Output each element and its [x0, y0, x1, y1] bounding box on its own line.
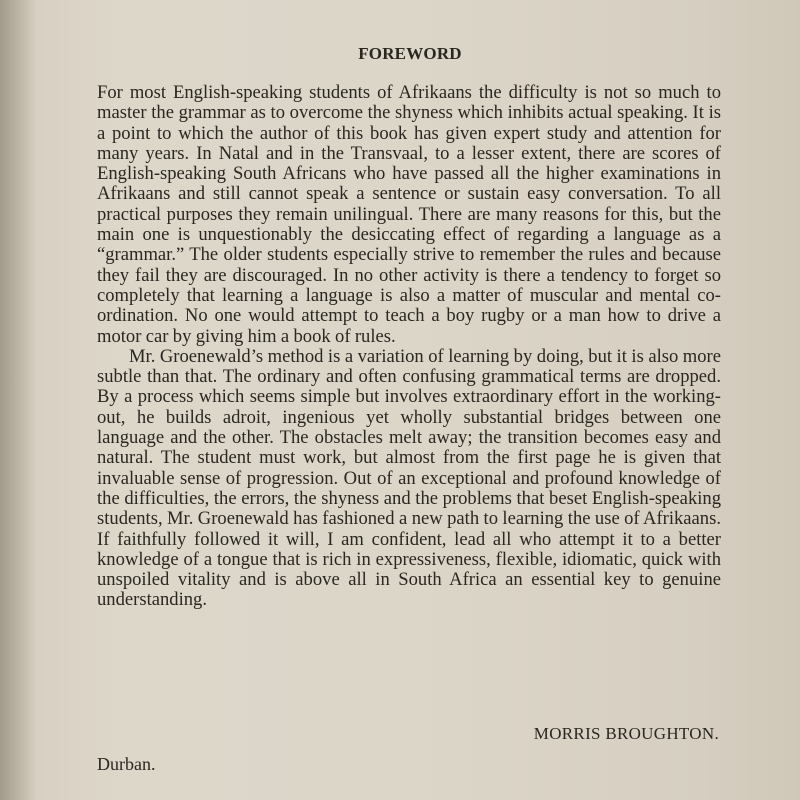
- paragraph-2: Mr. Groenewald’s method is a variation of learning by doing, but it is also more subtle than that. The ordinary and often confusing grammatical terms are dropped. By a process which seems simple but involves extraordinary effort in the working-out, he builds adroit, ingenious yet wholly substantial bridges between one language and the other. The obstacles melt away; the transition becomes easy and natural. The student must work, but almost from the first page he is given that invaluable sense of progression. Out of an exceptional and profound knowledge of the difficulties, the errors, the shyness and the problems that beset English-speaking students, Mr. Groenewald has fashioned a new path to learning the use of Afrikaans. If faithfully followed it will, I am confident, lead all who attempt it to a better knowledge of a tongue that is rich in expressiveness, flexible, idiomatic, quick with unspoiled vitality and is above all in South Africa an essential key to genuine understanding.: [97, 345, 721, 611]
- paragraph-1: For most English-speaking students of Afrikaans the difficulty is not so much to master the grammar as to overcome the shyness which inhibits actual speaking. It is a point to which the author of this book has given expert study and attention for many years. In Natal and in the Transvaal, to a lesser extent, there are scores of English-speaking South Africans who have passed all the higher examinations in Afrikaans and still cannot speak a sentence or sustain easy conversation. To all practical purposes they remain unilingual. There are many reasons for this, but the main one is unquestionably the desiccating effect of regarding a language as a “grammar.” The older students especially strive to remember the rules and because they fail they are discouraged. In no other activity is there a tendency to forget so completely that learning a language is also a matter of muscular and mental co-ordination. No one would attempt to teach a boy rugby or a man how to drive a motor car by giving him a book of rules.: [97, 82, 721, 347]
- foreword-body: [97, 83, 721, 611]
- place-line: Durban.: [97, 754, 156, 774]
- page-title: FOREWORD: [358, 44, 462, 63]
- author-signature: MORRIS BROUGHTON.: [533, 724, 719, 743]
- page-gutter-shadow: [0, 0, 36, 800]
